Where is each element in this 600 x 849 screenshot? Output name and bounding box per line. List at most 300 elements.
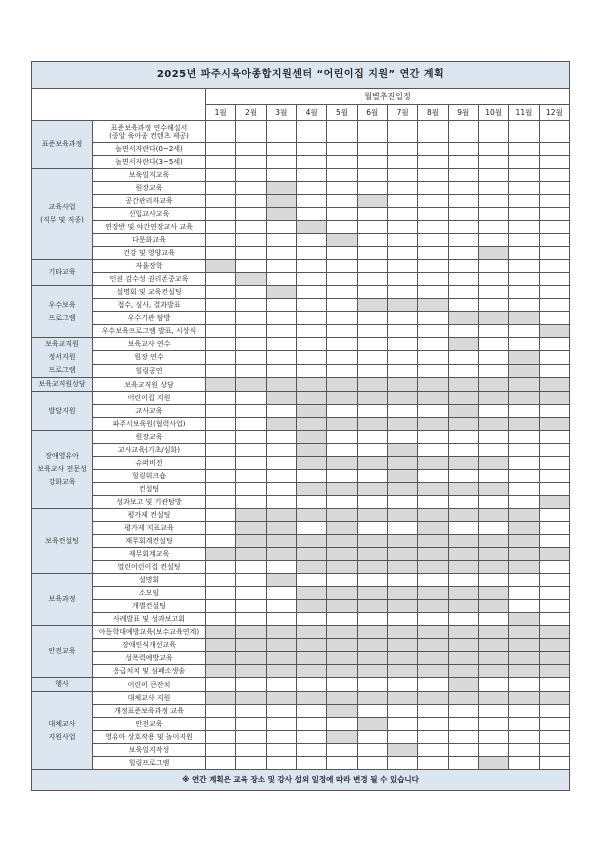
schedule-cell-month-8 xyxy=(418,718,448,731)
schedule-cell-month-6 xyxy=(357,692,387,705)
schedule-cell-month-1 xyxy=(206,535,236,548)
table-row xyxy=(32,757,570,770)
schedule-cell-month-2 xyxy=(236,496,266,509)
category-cell xyxy=(32,378,93,392)
schedule-cell-month-3 xyxy=(266,156,296,169)
schedule-cell-month-1 xyxy=(206,561,236,574)
schedule-cell-month-4 xyxy=(296,143,326,156)
schedule-cell-month-1 xyxy=(206,522,236,535)
schedule-cell-month-5 xyxy=(327,587,357,600)
schedule-cell-month-6 xyxy=(357,587,387,600)
month-header-8: 8월 xyxy=(418,105,448,121)
schedule-cell-month-5 xyxy=(327,182,357,195)
schedule-cell-month-1 xyxy=(206,299,236,312)
schedule-cell-month-5 xyxy=(327,731,357,744)
schedule-cell-month-9 xyxy=(448,731,478,744)
schedule-cell-month-5 xyxy=(327,457,357,470)
schedule-cell-month-12 xyxy=(539,338,569,351)
category-cell xyxy=(32,121,93,169)
schedule-cell-month-6 xyxy=(357,457,387,470)
schedule-cell-month-10 xyxy=(478,247,508,260)
schedule-cell-month-6 xyxy=(357,757,387,770)
schedule-cell-month-10 xyxy=(478,639,508,652)
item-cell xyxy=(93,639,206,652)
table-row xyxy=(32,431,570,444)
schedule-cell-month-2 xyxy=(236,260,266,273)
item-cell xyxy=(93,325,206,338)
schedule-cell-month-3 xyxy=(266,208,296,221)
schedule-cell-month-12 xyxy=(539,431,569,444)
schedule-cell-month-8 xyxy=(418,444,448,457)
schedule-cell-month-5 xyxy=(327,509,357,522)
schedule-cell-month-12 xyxy=(539,156,569,169)
schedule-cell-month-4 xyxy=(296,325,326,338)
schedule-cell-month-10 xyxy=(478,535,508,548)
schedule-cell-month-12 xyxy=(539,718,569,731)
schedule-cell-month-2 xyxy=(236,431,266,444)
schedule-cell-month-1 xyxy=(206,221,236,234)
schedule-cell-month-12 xyxy=(539,234,569,247)
item-label: 평가제 컨설팅 xyxy=(127,511,171,519)
schedule-cell-month-10 xyxy=(478,208,508,221)
schedule-cell-month-1 xyxy=(206,692,236,705)
item-label: 놀면서자란다(3~5세) xyxy=(115,158,183,166)
schedule-cell-month-2 xyxy=(236,639,266,652)
schedule-cell-month-6 xyxy=(357,705,387,718)
schedule-cell-month-9 xyxy=(448,509,478,522)
item-label: 보육교사 연수 xyxy=(127,340,171,349)
item-cell xyxy=(93,195,206,208)
schedule-cell-month-3 xyxy=(266,678,296,692)
schedule-cell-month-7 xyxy=(387,626,417,639)
schedule-cell-month-3 xyxy=(266,757,296,770)
table-row xyxy=(32,378,570,392)
item-cell xyxy=(93,561,206,574)
schedule-cell-month-8 xyxy=(418,652,448,665)
schedule-cell-month-3 xyxy=(266,286,296,299)
schedule-cell-month-3 xyxy=(266,182,296,195)
schedule-cell-month-1 xyxy=(206,378,236,392)
schedule-cell-month-8 xyxy=(418,195,448,208)
schedule-cell-month-6 xyxy=(357,182,387,195)
schedule-cell-month-11 xyxy=(509,548,539,561)
schedule-cell-month-4 xyxy=(296,483,326,496)
schedule-cell-month-6 xyxy=(357,418,387,431)
category-label: 보육과정 xyxy=(48,595,76,603)
table-row xyxy=(32,392,570,405)
schedule-cell-month-5 xyxy=(327,325,357,338)
schedule-cell-month-12 xyxy=(539,312,569,325)
schedule-cell-month-7 xyxy=(387,535,417,548)
schedule-cell-month-11 xyxy=(509,234,539,247)
schedule-cell-month-2 xyxy=(236,587,266,600)
schedule-cell-month-4 xyxy=(296,457,326,470)
table-row xyxy=(32,626,570,639)
schedule-cell-month-11 xyxy=(509,182,539,195)
category-label: 발달지원 xyxy=(48,406,76,415)
schedule-cell-month-7 xyxy=(387,312,417,325)
schedule-cell-month-6 xyxy=(357,234,387,247)
item-cell xyxy=(93,496,206,509)
schedule-cell-month-5 xyxy=(327,678,357,692)
schedule-cell-month-12 xyxy=(539,405,569,418)
item-label: 놀면서자란다(0~2세) xyxy=(115,145,183,153)
schedule-cell-month-4 xyxy=(296,299,326,312)
schedule-cell-month-9 xyxy=(448,444,478,457)
schedule-cell-month-11 xyxy=(509,535,539,548)
item-label: 어린이집 지원 xyxy=(127,394,171,402)
item-label: 교사교육(기초/심화) xyxy=(118,446,180,454)
schedule-cell-month-4 xyxy=(296,273,326,286)
schedule-cell-month-9 xyxy=(448,665,478,678)
schedule-cell-month-2 xyxy=(236,600,266,613)
schedule-cell-month-6 xyxy=(357,652,387,665)
schedule-cell-month-11 xyxy=(509,195,539,208)
schedule-cell-month-10 xyxy=(478,561,508,574)
schedule-cell-month-12 xyxy=(539,600,569,613)
schedule-cell-month-4 xyxy=(296,705,326,718)
item-cell xyxy=(93,457,206,470)
item-label: 힐링워크숍 xyxy=(132,472,166,480)
schedule-cell-month-2 xyxy=(236,195,266,208)
table-row xyxy=(32,143,570,156)
category-label: 보육교직원상담 xyxy=(38,380,86,388)
schedule-cell-month-3 xyxy=(266,143,296,156)
schedule-cell-month-12 xyxy=(539,587,569,600)
schedule-cell-month-10 xyxy=(478,548,508,561)
schedule-cell-month-7 xyxy=(387,143,417,156)
schedule-cell-month-12 xyxy=(539,260,569,273)
schedule-cell-month-8 xyxy=(418,156,448,169)
schedule-cell-month-2 xyxy=(236,705,266,718)
schedule-cell-month-1 xyxy=(206,273,236,286)
schedule-cell-month-5 xyxy=(327,639,357,652)
table-row xyxy=(32,522,570,535)
schedule-cell-month-7 xyxy=(387,351,417,364)
table-row xyxy=(32,195,570,208)
schedule-cell-month-12 xyxy=(539,535,569,548)
schedule-cell-month-10 xyxy=(478,221,508,234)
schedule-cell-month-2 xyxy=(236,692,266,705)
schedule-cell-month-6 xyxy=(357,351,387,364)
schedule-cell-month-9 xyxy=(448,418,478,431)
schedule-cell-month-3 xyxy=(266,378,296,392)
schedule-cell-month-9 xyxy=(448,247,478,260)
item-label: 보육일지교육 xyxy=(128,171,170,179)
schedule-cell-month-2 xyxy=(236,121,266,143)
item-cell xyxy=(93,351,206,364)
schedule-cell-month-1 xyxy=(206,286,236,299)
schedule-cell-month-6 xyxy=(357,273,387,286)
category-label: 프로그램 xyxy=(48,313,76,322)
item-cell xyxy=(93,574,206,587)
schedule-cell-month-7 xyxy=(387,718,417,731)
schedule-cell-month-1 xyxy=(206,600,236,613)
schedule-cell-month-1 xyxy=(206,312,236,325)
table-row xyxy=(32,234,570,247)
item-cell xyxy=(93,286,206,299)
schedule-cell-month-8 xyxy=(418,143,448,156)
schedule-cell-month-2 xyxy=(236,522,266,535)
item-cell xyxy=(93,182,206,195)
schedule-cell-month-9 xyxy=(448,156,478,169)
category-label: 지원사업 xyxy=(48,732,76,741)
category-cell xyxy=(32,678,93,692)
item-label: 성폭력예방교육 xyxy=(125,654,173,662)
schedule-cell-month-8 xyxy=(418,744,448,757)
schedule-cell-month-1 xyxy=(206,195,236,208)
schedule-cell-month-2 xyxy=(236,325,266,338)
schedule-cell-month-11 xyxy=(509,509,539,522)
schedule-cell-month-9 xyxy=(448,312,478,325)
schedule-cell-month-4 xyxy=(296,208,326,221)
schedule-cell-month-10 xyxy=(478,338,508,351)
schedule-cell-month-10 xyxy=(478,431,508,444)
schedule-cell-month-9 xyxy=(448,260,478,273)
schedule-cell-month-11 xyxy=(509,639,539,652)
schedule-cell-month-4 xyxy=(296,587,326,600)
schedule-cell-month-8 xyxy=(418,169,448,182)
table-row xyxy=(32,600,570,613)
schedule-cell-month-4 xyxy=(296,312,326,325)
schedule-cell-month-4 xyxy=(296,626,326,639)
category-label: 정서지원 xyxy=(48,353,76,361)
schedule-cell-month-10 xyxy=(478,273,508,286)
schedule-cell-month-8 xyxy=(418,312,448,325)
schedule-cell-month-11 xyxy=(509,652,539,665)
schedule-cell-month-9 xyxy=(448,364,478,377)
schedule-cell-month-4 xyxy=(296,613,326,626)
schedule-cell-month-8 xyxy=(418,626,448,639)
table-row xyxy=(32,221,570,234)
item-cell xyxy=(93,678,206,692)
schedule-cell-month-11 xyxy=(509,457,539,470)
schedule-cell-month-3 xyxy=(266,535,296,548)
schedule-cell-month-8 xyxy=(418,431,448,444)
schedule-cell-month-9 xyxy=(448,121,478,143)
item-cell xyxy=(93,405,206,418)
schedule-cell-month-7 xyxy=(387,299,417,312)
schedule-cell-month-6 xyxy=(357,496,387,509)
schedule-cell-month-8 xyxy=(418,234,448,247)
schedule-cell-month-9 xyxy=(448,338,478,351)
schedule-cell-month-3 xyxy=(266,325,296,338)
schedule-cell-month-12 xyxy=(539,470,569,483)
schedule-cell-month-7 xyxy=(387,483,417,496)
schedule-cell-month-8 xyxy=(418,613,448,626)
schedule-cell-month-3 xyxy=(266,431,296,444)
schedule-cell-month-10 xyxy=(478,613,508,626)
schedule-cell-month-3 xyxy=(266,561,296,574)
schedule-cell-month-12 xyxy=(539,522,569,535)
schedule-cell-month-5 xyxy=(327,364,357,377)
schedule-cell-month-8 xyxy=(418,299,448,312)
item-label: 접수, 심사, 결과발표 xyxy=(117,301,181,309)
item-label: 표준보육과정 연수해설서 xyxy=(110,123,188,132)
table-row xyxy=(32,509,570,522)
schedule-cell-month-10 xyxy=(478,626,508,639)
schedule-cell-month-8 xyxy=(418,273,448,286)
schedule-cell-month-1 xyxy=(206,338,236,351)
schedule-cell-month-11 xyxy=(509,678,539,692)
schedule-cell-month-10 xyxy=(478,325,508,338)
schedule-cell-month-9 xyxy=(448,405,478,418)
schedule-cell-month-2 xyxy=(236,626,266,639)
item-label: 열린어린이집 컨설팅 xyxy=(117,563,181,571)
schedule-cell-month-3 xyxy=(266,483,296,496)
item-cell xyxy=(93,626,206,639)
item-cell xyxy=(93,338,206,351)
schedule-cell-month-7 xyxy=(387,156,417,169)
schedule-cell-month-1 xyxy=(206,234,236,247)
schedule-cell-month-11 xyxy=(509,156,539,169)
header-blank xyxy=(32,89,206,121)
schedule-cell-month-12 xyxy=(539,378,569,392)
schedule-cell-month-11 xyxy=(509,121,539,143)
schedule-cell-month-7 xyxy=(387,444,417,457)
schedule-cell-month-6 xyxy=(357,613,387,626)
schedule-cell-month-12 xyxy=(539,613,569,626)
schedule-cell-month-2 xyxy=(236,574,266,587)
schedule-cell-month-9 xyxy=(448,431,478,444)
month-header-11: 11월 xyxy=(509,105,539,121)
schedule-cell-month-3 xyxy=(266,418,296,431)
schedule-cell-month-8 xyxy=(418,378,448,392)
schedule-cell-month-9 xyxy=(448,652,478,665)
schedule-cell-month-9 xyxy=(448,613,478,626)
schedule-cell-month-2 xyxy=(236,182,266,195)
schedule-cell-month-3 xyxy=(266,169,296,182)
item-label: 안전교육 xyxy=(135,720,163,728)
schedule-cell-month-10 xyxy=(478,705,508,718)
schedule-cell-month-7 xyxy=(387,260,417,273)
annual-plan-table xyxy=(31,61,570,791)
schedule-cell-month-1 xyxy=(206,325,236,338)
category-label: 보육교직원 xyxy=(45,340,79,348)
schedule-cell-month-11 xyxy=(509,522,539,535)
schedule-cell-month-6 xyxy=(357,156,387,169)
schedule-cell-month-9 xyxy=(448,208,478,221)
schedule-cell-month-7 xyxy=(387,431,417,444)
schedule-cell-month-1 xyxy=(206,639,236,652)
schedule-cell-month-5 xyxy=(327,626,357,639)
schedule-cell-month-2 xyxy=(236,757,266,770)
item-cell xyxy=(93,392,206,405)
schedule-cell-month-12 xyxy=(539,705,569,718)
item-label: 개별컨설팅 xyxy=(132,602,166,610)
table-row xyxy=(32,208,570,221)
schedule-cell-month-4 xyxy=(296,351,326,364)
schedule-cell-month-2 xyxy=(236,509,266,522)
schedule-cell-month-12 xyxy=(539,418,569,431)
schedule-cell-month-10 xyxy=(478,652,508,665)
schedule-cell-month-7 xyxy=(387,195,417,208)
schedule-cell-month-3 xyxy=(266,744,296,757)
schedule-cell-month-4 xyxy=(296,548,326,561)
schedule-cell-month-9 xyxy=(448,535,478,548)
schedule-cell-month-8 xyxy=(418,705,448,718)
schedule-cell-month-3 xyxy=(266,121,296,143)
item-label: 건강 및 영양교육 xyxy=(123,249,175,257)
schedule-cell-month-8 xyxy=(418,364,448,377)
schedule-cell-month-12 xyxy=(539,143,569,156)
item-cell xyxy=(93,143,206,156)
schedule-cell-month-1 xyxy=(206,392,236,405)
schedule-cell-month-11 xyxy=(509,418,539,431)
schedule-cell-month-8 xyxy=(418,325,448,338)
schedule-cell-month-2 xyxy=(236,665,266,678)
schedule-cell-month-4 xyxy=(296,535,326,548)
schedule-cell-month-7 xyxy=(387,364,417,377)
schedule-cell-month-2 xyxy=(236,444,266,457)
month-header-9: 9월 xyxy=(448,105,478,121)
table-row xyxy=(32,731,570,744)
item-label: 성과보고 및 기관탐방 xyxy=(116,498,182,506)
schedule-cell-month-12 xyxy=(539,351,569,364)
schedule-cell-month-5 xyxy=(327,744,357,757)
schedule-cell-month-1 xyxy=(206,143,236,156)
schedule-cell-month-12 xyxy=(539,509,569,522)
schedule-cell-month-7 xyxy=(387,522,417,535)
schedule-cell-month-4 xyxy=(296,522,326,535)
schedule-cell-month-8 xyxy=(418,757,448,770)
schedule-cell-month-9 xyxy=(448,483,478,496)
schedule-cell-month-9 xyxy=(448,600,478,613)
schedule-cell-month-8 xyxy=(418,221,448,234)
schedule-cell-month-1 xyxy=(206,470,236,483)
schedule-cell-month-7 xyxy=(387,208,417,221)
schedule-cell-month-4 xyxy=(296,444,326,457)
schedule-cell-month-7 xyxy=(387,692,417,705)
category-cell xyxy=(32,431,93,509)
month-header-10: 10월 xyxy=(478,105,508,121)
schedule-cell-month-1 xyxy=(206,757,236,770)
schedule-cell-month-12 xyxy=(539,652,569,665)
month-header-3: 3월 xyxy=(266,105,296,121)
schedule-cell-month-3 xyxy=(266,221,296,234)
schedule-cell-month-3 xyxy=(266,247,296,260)
schedule-cell-month-5 xyxy=(327,652,357,665)
schedule-cell-month-8 xyxy=(418,286,448,299)
schedule-cell-month-2 xyxy=(236,418,266,431)
item-label: 사례발표 및 성과보고회 xyxy=(112,615,186,623)
schedule-cell-month-9 xyxy=(448,705,478,718)
item-label: 인권 감수성 권리존중교육 xyxy=(109,275,189,283)
table-row xyxy=(32,182,570,195)
schedule-cell-month-10 xyxy=(478,286,508,299)
schedule-cell-month-5 xyxy=(327,378,357,392)
item-label: 원장교육 xyxy=(135,184,163,192)
schedule-cell-month-10 xyxy=(478,665,508,678)
schedule-cell-month-3 xyxy=(266,496,296,509)
schedule-cell-month-3 xyxy=(266,234,296,247)
annual-plan-document xyxy=(31,61,569,791)
schedule-cell-month-7 xyxy=(387,470,417,483)
schedule-cell-month-11 xyxy=(509,286,539,299)
schedule-cell-month-9 xyxy=(448,718,478,731)
item-cell xyxy=(93,522,206,535)
schedule-cell-month-6 xyxy=(357,509,387,522)
schedule-cell-month-10 xyxy=(478,587,508,600)
table-row xyxy=(32,470,570,483)
table-row xyxy=(32,325,570,338)
item-label: 대체교사 지원 xyxy=(127,694,171,702)
schedule-cell-month-11 xyxy=(509,143,539,156)
schedule-cell-month-12 xyxy=(539,182,569,195)
item-label: 파주시보육원(협력사업) xyxy=(112,420,186,428)
schedule-cell-month-8 xyxy=(418,509,448,522)
schedule-cell-month-4 xyxy=(296,665,326,678)
